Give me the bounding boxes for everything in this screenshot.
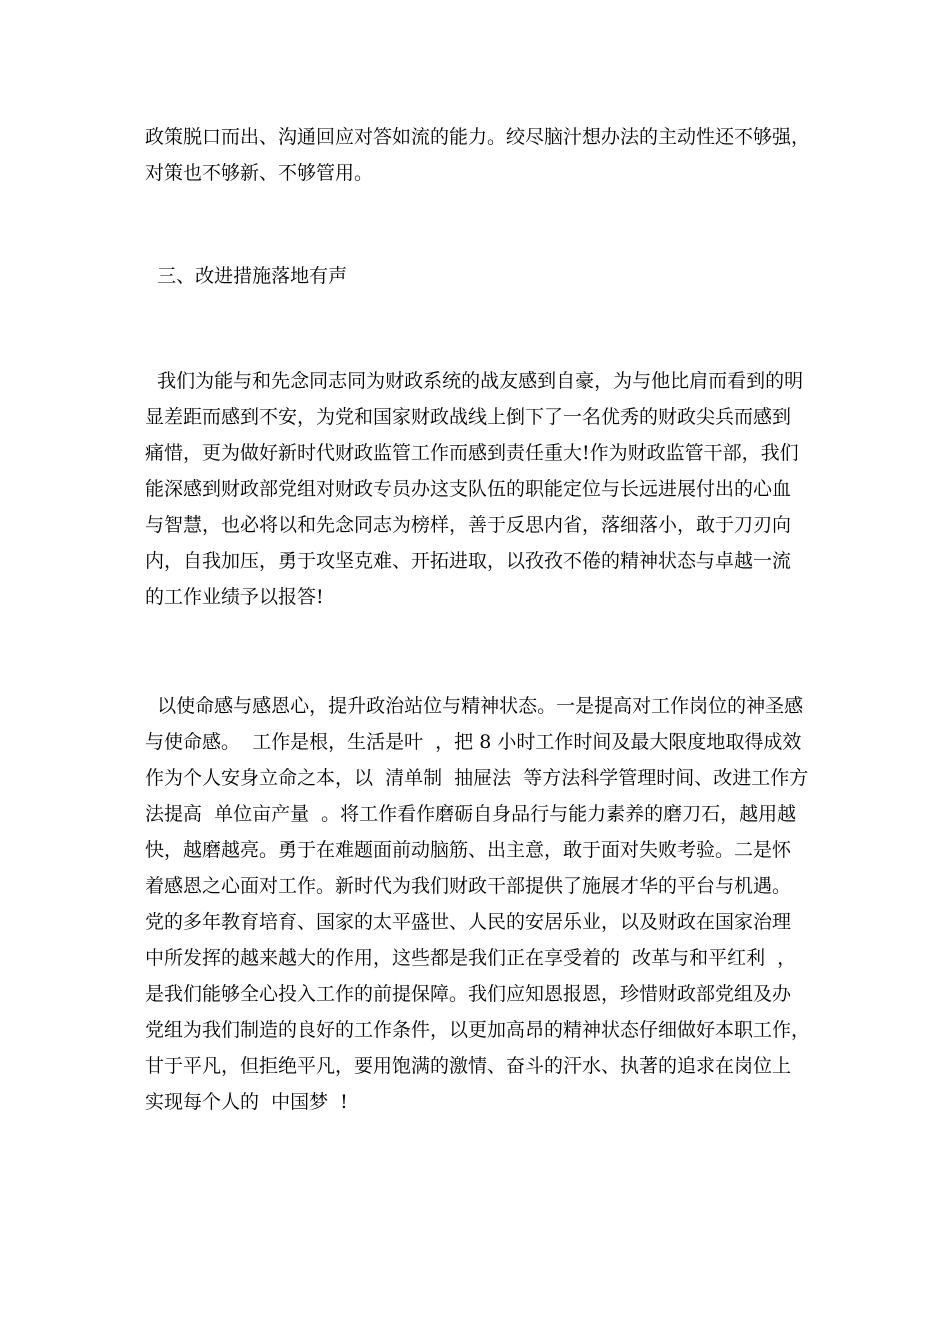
paragraph-line: 以使命感与感恩心，提升政治站位与精神状态。一是提高对工作岗位的神圣感 — [145, 695, 804, 717]
paragraph-line: 与智慧，也必将以和先念同志为榜样，善于反思内省，落细落小，敢于刀刃向 — [145, 514, 792, 536]
paragraph-line: 与使命感。 工作是根，生活是叶 ，把 8 小时工作时间及最大限度地取得成效 — [145, 731, 802, 753]
paragraph-line: 内，自我加压，勇于攻坚克难、开拓进取，以孜孜不倦的精神状态与卓越一流 — [145, 550, 792, 572]
paragraph-line: 中所发挥的越来越大的作用，这些都是我们正在享受着的 改革与和平红利 ， — [145, 947, 797, 969]
paragraph-measures — [145, 688, 815, 1120]
paragraph-line: 是我们能够全心投入工作的前提保障。我们应知恩报恩，珍惜财政部党组及办 — [145, 983, 792, 1005]
paragraph-line: 痛惜，更为做好新时代财政监管工作而感到责任重大!作为财政监管干部，我们 — [145, 442, 799, 464]
paragraph-line: 作为个人安身立命之本，以 清单制 抽屉法 等方法科学管理时间、改进工作方 — [145, 767, 809, 789]
paragraph-line: 甘于平凡，但拒绝平凡，要用饱满的激情、奋斗的汗水、执著的追求在岗位上 — [145, 1055, 792, 1077]
paragraph-line: 法提高 单位亩产量 。将工作看作磨砺自身品行与能力素养的磨刀石，越用越 — [145, 803, 797, 825]
paragraph-line: 政策脱口而出、沟通回应对答如流的能力。绞尽脑汁想办法的主动性还不够强， — [145, 126, 811, 148]
section-heading-text: 三、改进措施落地有声 — [145, 265, 348, 287]
paragraph-line: 的工作业绩予以报答! — [145, 586, 324, 608]
paragraph-reflection — [145, 363, 815, 615]
paragraph-line: 显差距而感到不安，为党和国家财政战线上倒下了一名优秀的财政尖兵而感到 — [145, 406, 792, 428]
paragraph-line: 党的多年教育培育、国家的太平盛世、人民的安居乐业，以及财政在国家治理 — [145, 911, 792, 933]
paragraph-line: 党组为我们制造的良好的工作条件，以更加高昂的精神状态仔细做好本职工作， — [145, 1019, 811, 1041]
paragraph-line: 实现每个人的 中国梦 ! — [145, 1091, 348, 1113]
paragraph-line: 我们为能与和先念同志同为财政系统的战友感到自豪，为与他比肩而看到的明 — [145, 370, 804, 392]
paragraph-line: 着感恩之心面对工作。新时代为我们财政干部提供了施展才华的平台与机遇。 — [145, 875, 792, 897]
paragraph-line: 快，越磨越亮。勇于在难题面前动脑筋、出主意，敢于面对失败考验。二是怀 — [145, 839, 792, 861]
paragraph-continuation — [145, 119, 815, 191]
paragraph-line: 对策也不够新、不够管用。 — [145, 162, 374, 184]
paragraph-line: 能深感到财政部党组对财政专员办这支队伍的职能定位与长远进展付出的心血 — [145, 478, 792, 500]
section-heading — [145, 258, 815, 294]
